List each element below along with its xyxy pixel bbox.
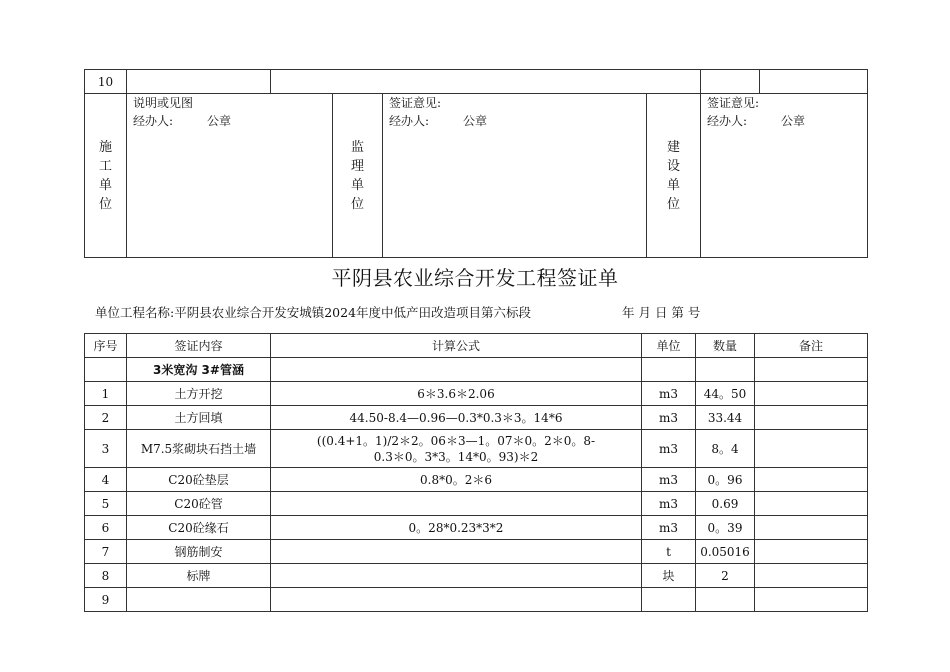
table-row: 9	[85, 588, 868, 612]
table-row: 6 C20砼缘石 0。28*0.23*3*2 m3 0。39	[85, 516, 868, 540]
header-unit: 单位	[642, 334, 696, 358]
handler-label: 经办人:	[707, 114, 748, 128]
supervision-unit-opinion	[383, 94, 647, 258]
qty-cell	[760, 70, 868, 94]
row-number: 10	[85, 70, 127, 94]
seal-label: 公章	[781, 114, 806, 128]
construction-unit-label: 施 工 单 位	[85, 94, 127, 258]
seal-label: 公章	[463, 114, 488, 128]
document-title: 平阴县农业综合开发工程签证单	[331, 266, 619, 290]
header-formula: 计算公式	[271, 334, 642, 358]
header-content: 签证内容	[127, 334, 271, 358]
date-number-line: 年 月 日 第 号	[622, 305, 701, 320]
table-row: 3 M7.5浆砌块石挡土墙 ((0.4+1。1)/2＊2。06＊3—1。07＊0。2＊0。8-0.3＊0。3*3。14*0。93)＊2 m3 8。4	[85, 430, 868, 468]
signature-row	[85, 94, 868, 258]
owner-note: 签证意见:	[707, 96, 760, 110]
owner-unit-opinion	[701, 94, 868, 258]
handler-label: 经办人:	[389, 114, 430, 128]
construction-unit-opinion	[127, 94, 333, 258]
visa-table	[84, 333, 868, 612]
table-header-row	[85, 334, 868, 358]
table-row: 1 土方开挖 6＊3.6＊2.06 m3 44。50	[85, 382, 868, 406]
unit-cell	[701, 70, 760, 94]
table-row	[85, 70, 868, 94]
seal-label: 公章	[207, 114, 232, 128]
table-row: 7 钢筋制安 t 0.05016	[85, 540, 868, 564]
header-note: 备注	[755, 334, 868, 358]
table-row: 8 标牌 块 2	[85, 564, 868, 588]
owner-unit-label: 建 设 单 位	[647, 94, 701, 258]
supervision-note: 签证意见:	[389, 96, 442, 110]
header-qty: 数量	[696, 334, 755, 358]
previous-sheet-table	[84, 69, 868, 258]
content-cell	[127, 70, 271, 94]
section-label: 3米宽沟 3#管涵	[127, 358, 271, 382]
formula-cell	[271, 70, 701, 94]
handler-label: 经办人:	[133, 114, 174, 128]
supervision-unit-label: 监 理 单 位	[333, 94, 383, 258]
construction-note: 说明或见图	[133, 96, 194, 110]
header-no: 序号	[85, 334, 127, 358]
table-row: 4 C20砼垫层 0.8*0。2＊6 m3 0。96	[85, 468, 868, 492]
table-row: 2 土方回填 44.50-8.4—0.96—0.3*0.3＊3。14*6 m3 33.44	[85, 406, 868, 430]
project-name-line	[95, 303, 701, 321]
table-row: 5 C20砼管 m3 0.69	[85, 492, 868, 516]
project-name: 单位工程名称:平阴县农业综合开发安城镇2024年度中低产田改造项目第六标段	[95, 305, 532, 320]
section-row	[85, 358, 868, 382]
